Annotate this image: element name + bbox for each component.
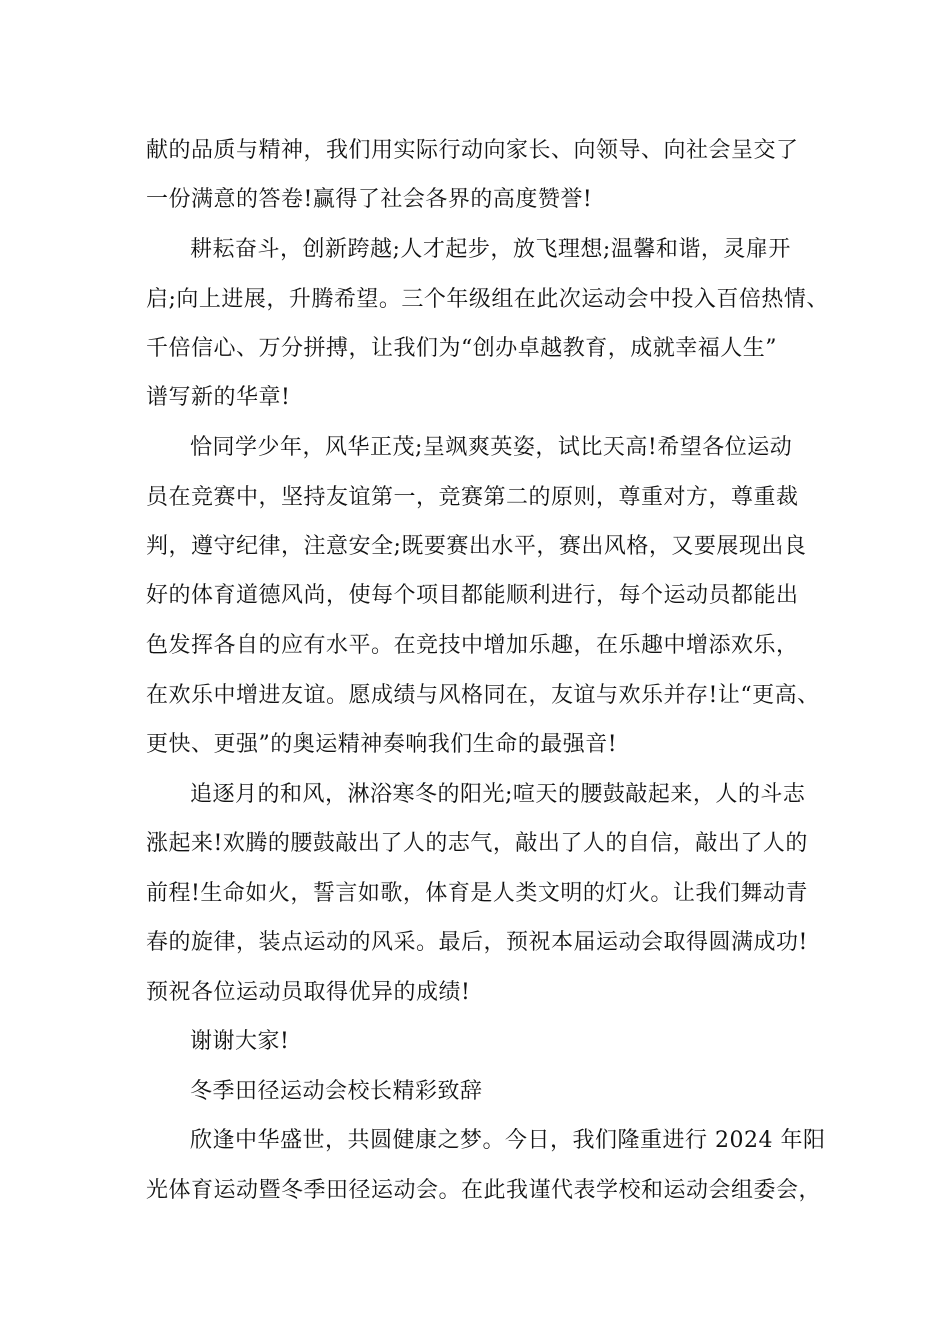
text-line: 千倍信心、万分拼搏，让我们为“创办卓越教育，成就幸福人生”: [146, 336, 777, 361]
text-line: 员在竞赛中，坚持友谊第一，竞赛第二的原则，尊重对方，尊重裁: [146, 485, 799, 510]
paragraph-first-line: 恰同学少年，风华正茂;呈飒爽英姿，试比天高!希望各位运动: [190, 435, 793, 460]
text-line: 前程!生命如火，誓言如歌，体育是人类文明的灯火。让我们舞动青: [146, 881, 808, 906]
closing-line: 谢谢大家!: [190, 1029, 290, 1054]
text-line: 色发挥各自的应有水平。在竞技中增加乐趣，在乐趣中增添欢乐，: [146, 633, 799, 658]
text-line: 判，遵守纪律，注意安全;既要赛出水平，赛出风格，又要展现出良: [146, 534, 807, 559]
text-line: 光体育运动暨冬季田径运动会。在此我谨代表学校和运动会组委会，: [146, 1178, 822, 1203]
text-line: 在欢乐中增进友谊。愿成绩与风格同在，友谊与欢乐并存!让“更高、: [146, 683, 820, 708]
section-heading: 冬季田径运动会校长精彩致辞: [190, 1079, 483, 1104]
text-line: 预祝各位运动员取得优异的成绩!: [146, 980, 471, 1005]
paragraph-first-line: 耕耘奋斗，创新跨越;人才起步，放飞理想;温馨和谐，灵扉开: [190, 237, 791, 262]
paragraph-first-line: 欣逢中华盛世，共圆健康之梦。今日，我们隆重进行 2024 年阳: [190, 1128, 826, 1153]
text-line: 一份满意的答卷!赢得了社会各界的高度赞誉!: [146, 187, 593, 212]
paragraph-first-line: 追逐月的和风，淋浴寒冬的阳光;喧天的腰鼓敲起来，人的斗志: [190, 782, 806, 807]
text-line: 献的品质与精神，我们用实际行动向家长、向领导、向社会呈交了: [146, 138, 799, 163]
text-line: 更快、更强”的奥运精神奏响我们生命的最强音!: [146, 732, 618, 757]
text-line: 谱写新的华章!: [146, 385, 291, 410]
text-line: 春的旋律，装点运动的风采。最后，预祝本届运动会取得圆满成功!: [146, 930, 808, 955]
text-line: 好的体育道德风尚，使每个项目都能顺利进行，每个运动员都能出: [146, 583, 799, 608]
text-line: 涨起来!欢腾的腰鼓敲出了人的志气，敲出了人的自信，敲出了人的: [146, 831, 808, 856]
text-line: 启;向上进展，升腾希望。三个年级组在此次运动会中投入百倍热情、: [146, 287, 829, 312]
